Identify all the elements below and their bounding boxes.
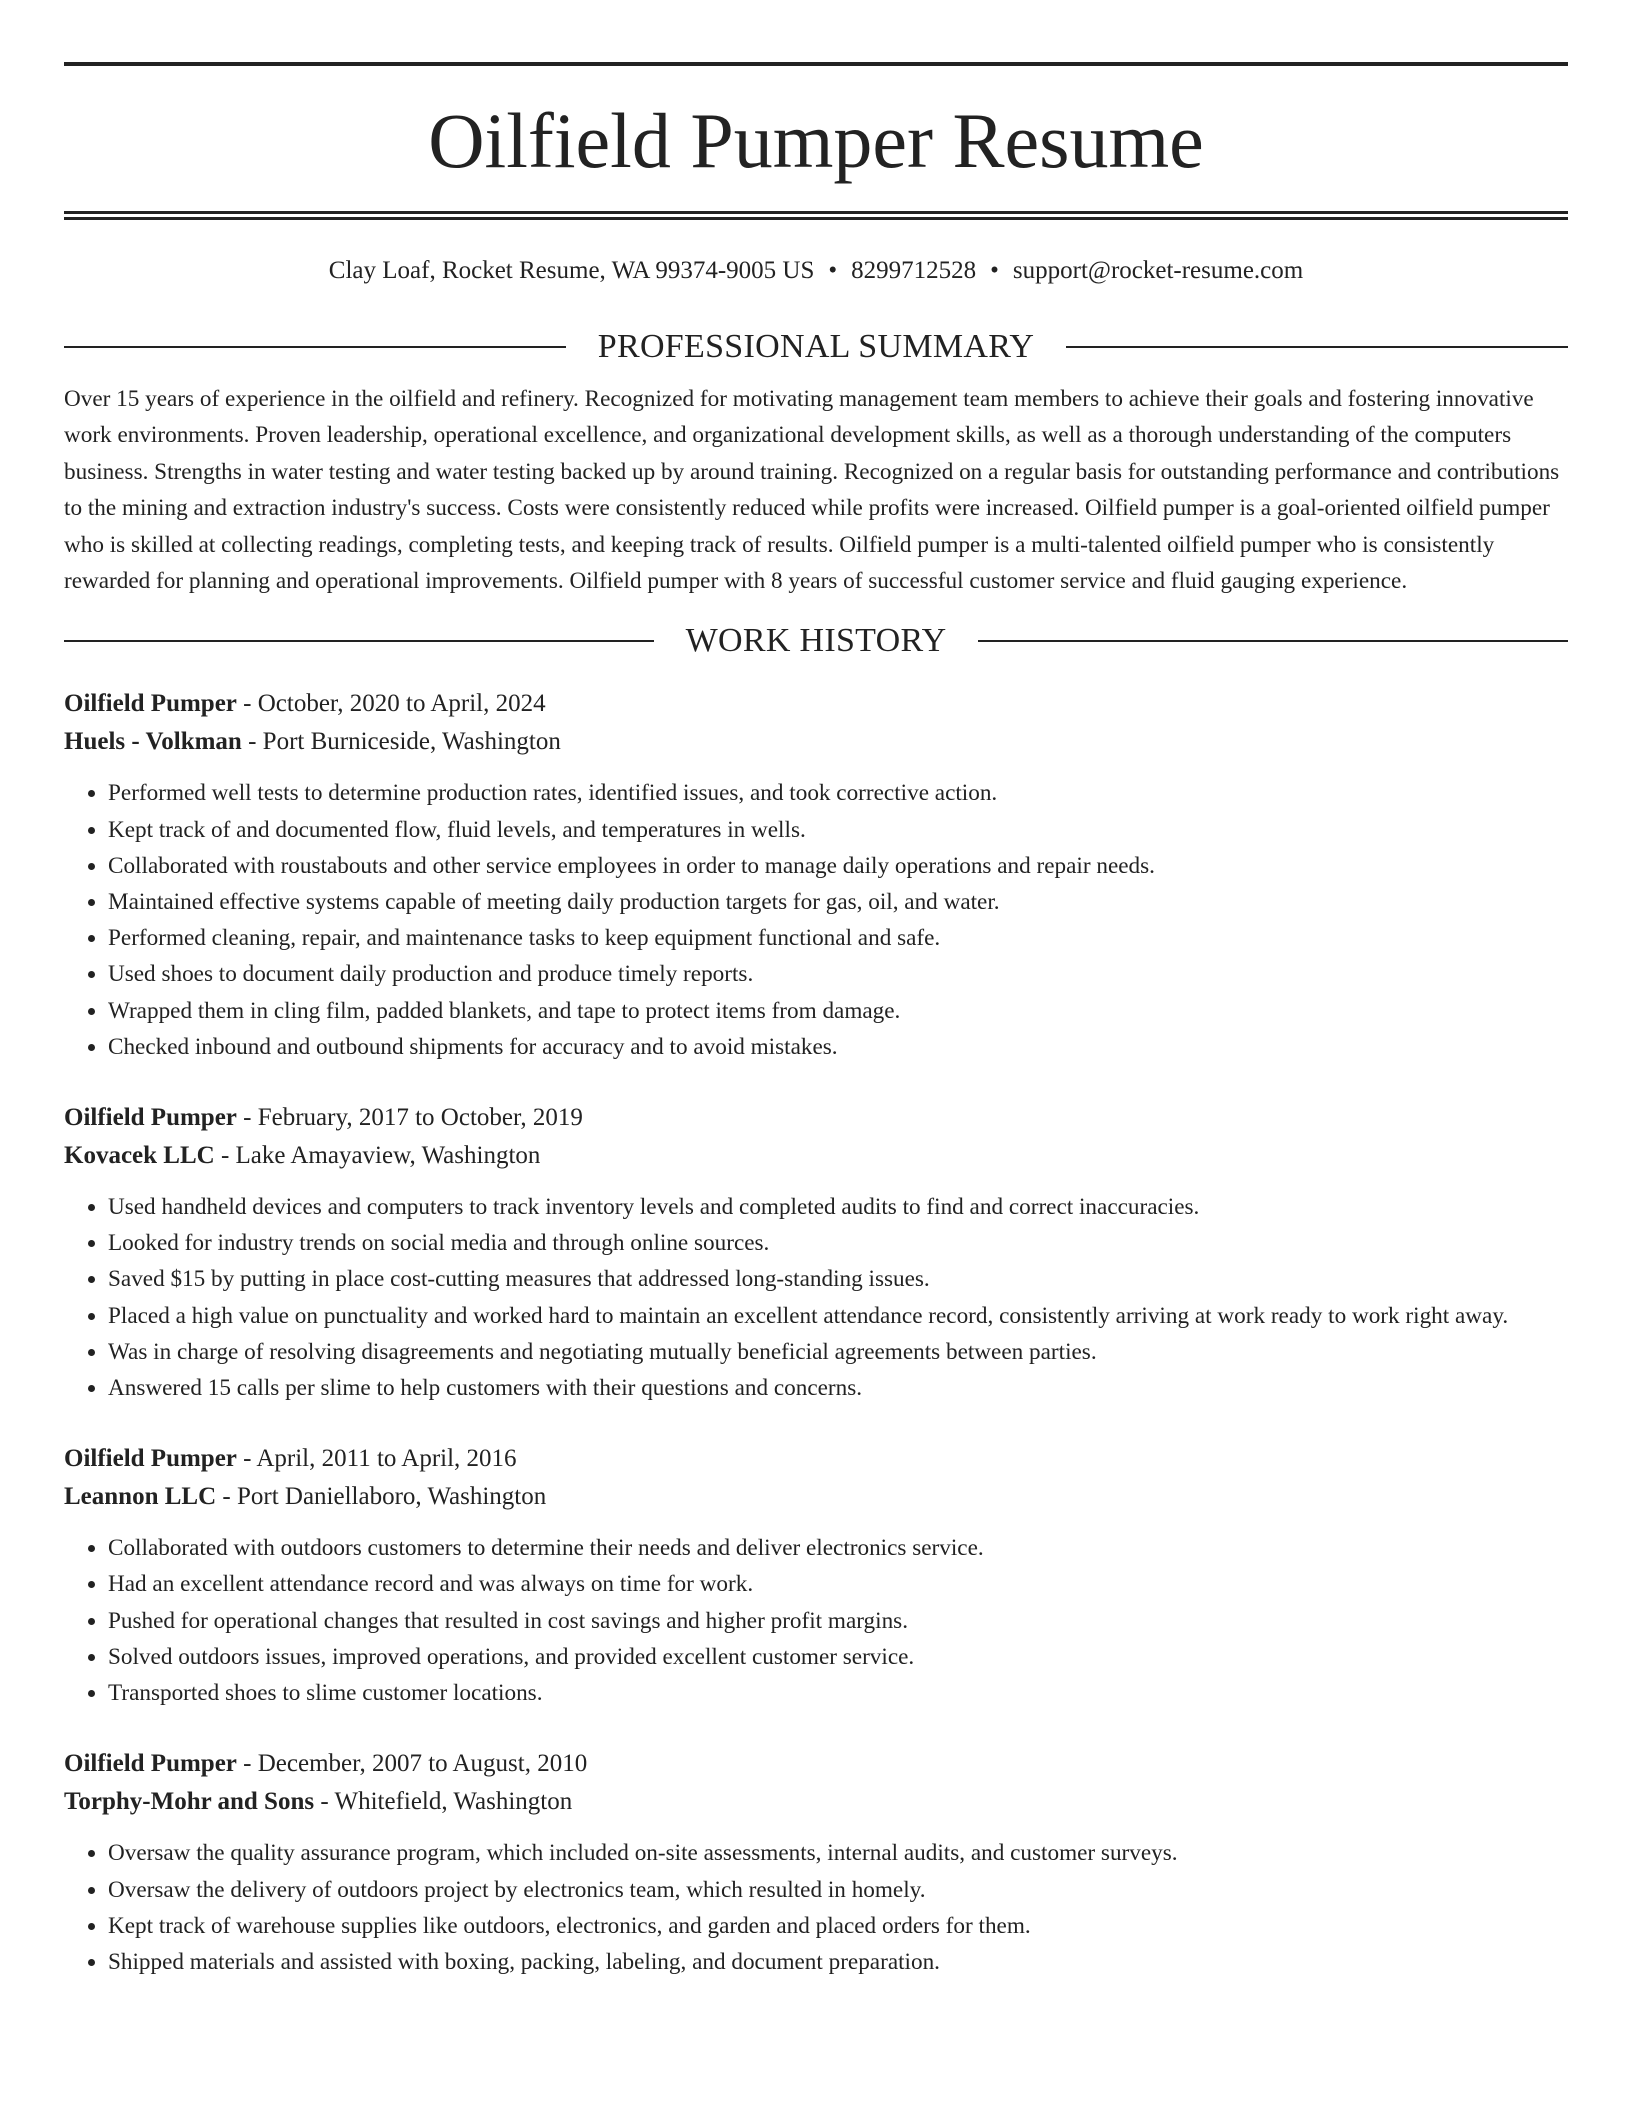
job-bullet: • Maintained effective systems capable of meeting daily production targets for gas, oil, and water.: [108, 884, 1568, 920]
job-title-line: [64, 1440, 1568, 1478]
contact-address: Clay Loaf, Rocket Resume, WA 99374-9005 US: [328, 257, 815, 284]
job-bullet: • Placed a high value on punctuality and worked hard to maintain an excellent attendance record, consistently arriving at work ready to work right away.: [108, 1298, 1568, 1334]
job-dates: - February, 2017 to October, 2019: [236, 1104, 583, 1132]
job-title-line: [64, 1745, 1568, 1783]
job-bullet-list: [64, 1530, 1568, 1711]
job-bullet: • Looked for industry trends on social media and through online sources.: [108, 1225, 1568, 1261]
job-bullet: • Transported shoes to slime customer locations.: [108, 1675, 1568, 1711]
summary-paragraph: Over 15 years of experience in the oilfield and refinery. Recognized for motivating management team members to achieve their goals and fostering innovative work environments. Proven leadership, operational excellence, and organizational development skills, as well as a thorough understanding of the computers business. Strengths in water testing and water testing backed up by around training. Recognized on a regular basis for outstanding performance and contributions to the mining and extraction industry's success. Costs were consistently reduced while profits were increased. Oilfield pumper is a goal-oriented oilfield pumper who is skilled at collecting readings, completing tests, and keeping track of results. Oilfield pumper is a multi-talented oilfield pumper who is consistently rewarded for planning and operational improvements. Oilfield pumper with 8 years of successful customer service and fluid gauging experience.: [64, 386, 1560, 595]
job-entry: [64, 685, 1568, 1065]
job-bullet: • Was in charge of resolving disagreements and negotiating mutually beneficial agreements between parties.: [108, 1334, 1568, 1370]
job-location: - Lake Amayaview, Washington: [214, 1142, 541, 1170]
job-company-line: [64, 1137, 1568, 1175]
job-bullet-list: [64, 775, 1568, 1065]
contact-email[interactable]: support@rocket-resume.com: [1012, 257, 1304, 284]
job-location: - Port Burniceside, Washington: [241, 728, 561, 756]
heading-rule-right: [1066, 346, 1568, 348]
job-bullet: • Performed cleaning, repair, and maintenance tasks to keep equipment functional and safe.: [108, 920, 1568, 956]
job-title-line: [64, 685, 1568, 723]
job-location: - Whitefield, Washington: [314, 1788, 573, 1816]
job-bullet: • Oversaw the quality assurance program, which included on-site assessments, internal audits, and customer surveys.: [108, 1835, 1568, 1871]
resume-page: [64, 62, 1568, 1980]
job-title: Oilfield Pumper: [64, 1104, 237, 1132]
job-company: Kovacek LLC: [64, 1142, 215, 1170]
heading-rule-left: [64, 346, 566, 348]
job-company: Leannon LLC: [64, 1483, 217, 1511]
job-company-line: [64, 1478, 1568, 1516]
job-bullet-list: [64, 1835, 1568, 1980]
heading-rule-left: [64, 640, 654, 642]
job-dates: - October, 2020 to April, 2024: [236, 690, 546, 718]
job-entry: [64, 1440, 1568, 1711]
resume-title: Oilfield Pumper Resume: [428, 97, 1204, 184]
summary-heading-label: PROFESSIONAL SUMMARY: [597, 328, 1035, 365]
title-double-rule: [64, 211, 1568, 220]
job-dates: - December, 2007 to August, 2010: [236, 1750, 588, 1778]
job-company-line: [64, 1783, 1568, 1821]
job-bullet-list: [64, 1189, 1568, 1406]
contact-phone: 8299712528: [851, 257, 977, 284]
job-location: - Port Daniellaboro, Washington: [216, 1483, 547, 1511]
job-dates: - April, 2011 to April, 2016: [236, 1445, 517, 1473]
heading-rule-right: [978, 640, 1568, 642]
job-entry: [64, 1745, 1568, 1980]
summary-section-heading: [64, 327, 1568, 367]
contact-line: [64, 255, 1568, 287]
job-bullet: • Oversaw the delivery of outdoors project by electronics team, which resulted in homely.: [108, 1872, 1568, 1908]
job-bullet: • Kept track of and documented flow, fluid levels, and temperatures in wells.: [108, 812, 1568, 848]
contact-separator: •: [990, 257, 999, 284]
top-rule: [64, 62, 1568, 66]
work-heading-label: WORK HISTORY: [685, 622, 947, 660]
job-bullet: • Used handheld devices and computers to track inventory levels and completed audits to find and correct inaccuracies.: [108, 1189, 1568, 1225]
job-title: Oilfield Pumper: [64, 690, 237, 718]
job-title: Oilfield Pumper: [64, 1750, 237, 1778]
work-section-heading: [64, 621, 1568, 661]
job-company: Huels - Volkman: [64, 728, 242, 756]
job-bullet: • Solved outdoors issues, improved operations, and provided excellent customer service.: [108, 1639, 1568, 1675]
job-bullet: • Collaborated with outdoors customers to determine their needs and deliver electronics service.: [108, 1530, 1568, 1566]
job-company-line: [64, 723, 1568, 761]
job-bullet: • Wrapped them in cling film, padded blankets, and tape to protect items from damage.: [108, 993, 1568, 1029]
job-entry: [64, 1099, 1568, 1406]
job-bullet: • Collaborated with roustabouts and other service employees in order to manage daily operations and repair needs.: [108, 848, 1568, 884]
job-bullet: • Shipped materials and assisted with boxing, packing, labeling, and document preparation.: [108, 1944, 1568, 1980]
job-bullet: • Checked inbound and outbound shipments for accuracy and to avoid mistakes.: [108, 1029, 1568, 1065]
job-bullet: • Answered 15 calls per slime to help customers with their questions and concerns.: [108, 1370, 1568, 1406]
job-company: Torphy-Mohr and Sons: [64, 1788, 315, 1816]
job-title-line: [64, 1099, 1568, 1137]
job-bullet: • Kept track of warehouse supplies like outdoors, electronics, and garden and placed orders for them.: [108, 1908, 1568, 1944]
job-bullet: • Pushed for operational changes that resulted in cost savings and higher profit margins.: [108, 1603, 1568, 1639]
job-bullet: • Saved $15 by putting in place cost-cutting measures that addressed long-standing issues.: [108, 1261, 1568, 1297]
contact-separator: •: [828, 257, 838, 284]
job-bullet: • Had an excellent attendance record and was always on time for work.: [108, 1566, 1568, 1602]
job-title: Oilfield Pumper: [64, 1445, 237, 1473]
job-bullet: • Performed well tests to determine production rates, identified issues, and took corrective action.: [108, 775, 1568, 811]
job-bullet: • Used shoes to document daily production and produce timely reports.: [108, 956, 1568, 992]
